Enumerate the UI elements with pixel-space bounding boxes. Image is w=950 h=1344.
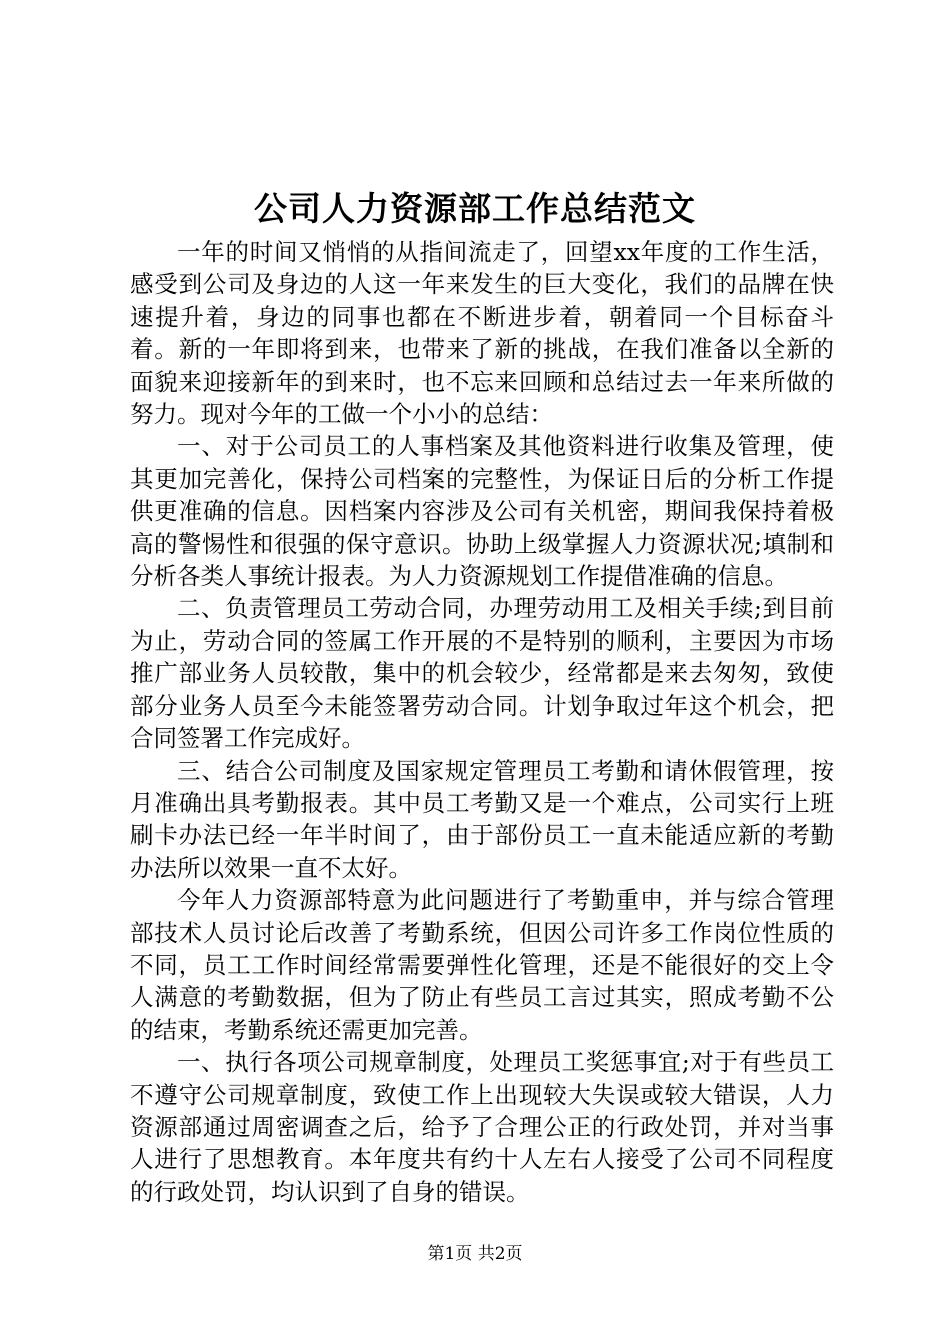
paragraph-archives: 一、对于公司员工的人事档案及其他资料进行收集及管理，使其更加完善化，保持公司档案的完整性，为保证日后的分析工作提供更准确的信息。因档案内容涉及公司有关机密，期间我保持着极高的警惕性和很强的保守意识。协助上级掌握人力资源状况;填制和分析各类人事统计报表。为人力资源规划工作提借准确的信息。 [130,432,834,591]
document-body [130,236,834,1208]
paragraph-discipline: 一、执行各项公司规章制度，处理员工奖惩事宜;对于有些员工不遵守公司规章制度，致使工作上出现较大失误或较大错误，人力资源部通过周密调查之后，给予了合理公正的行政处罚，并对当事人进行了思想教育。本年度共有约十人左右人接受了公司不同程度的行政处罚，均认识到了自身的错误。 [130,1048,834,1206]
document-title: 公司人力资源部工作总结范文 [254,189,696,228]
paragraph-intro: 一年的时间又悄悄的从指间流走了，回望xx年度的工作生活，感受到公司及身边的人这一年来发生的巨大变化，我们的品牌在快速提升着，身边的同事也都在不断进步着，朝着同一个目标奋斗着。新的一年即将到来，也带来了新的挑战，在我们准备以全新的面貌来迎接新年的到来时，也不忘来回顾和总结过去一年来所做的努力。现对今年的工做一个小小的总结： [130,238,834,429]
page-number-footer: 第1页 共2页 [427,1244,523,1264]
paragraph-attendance: 三、结合公司制度及国家规定管理员工考勤和请休假管理，按月准确出具考勤报表。其中员工考勤又是一个难点，公司实行上班刷卡办法已经一年半时间了，由于部份员工一直未能适应新的考勤办法所以效果一直不太好。 [130,756,834,882]
paragraph-contracts: 二、负责管理员工劳动合同，办理劳动用工及相关手续;到目前为止，劳动合同的签属工作开展的不是特别的顺利，主要因为市场推广部业务人员较散，集中的机会较少，经常都是来去匆匆，致使部分业务人员至今未能签署劳动合同。计划争取过年这个机会，把合同签署工作完成好。 [130,594,834,753]
paragraph-attendance-system: 今年人力资源部特意为此问题进行了考勤重申，并与综合管理部技术人员讨论后改善了考勤系统，但因公司许多工作岗位性质的不同，员工工作时间经常需要弹性化管理，还是不能很好的交上令人满意的考勤数据，但为了防止有些员工言过其实，照成考勤不公的结束，考勤系统还需更加完善。 [130,886,834,1044]
